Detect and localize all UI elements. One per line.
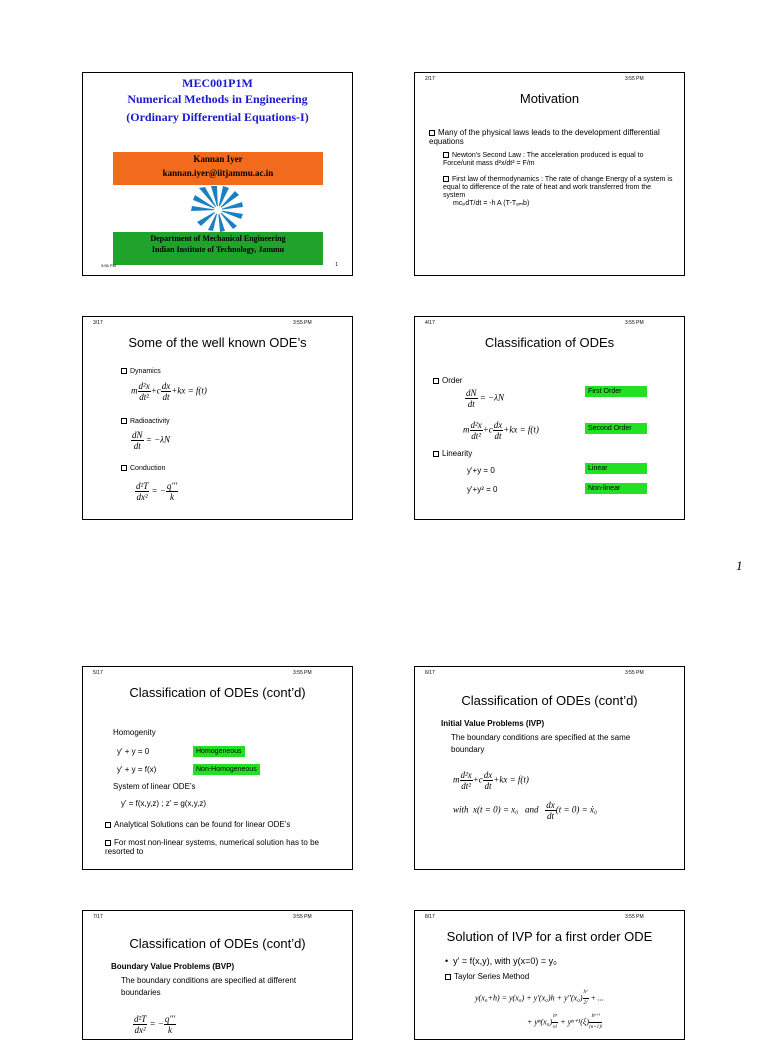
system-heading: System of linear ODE’s bbox=[113, 782, 196, 791]
system-equation: y' = f(x,y,z) ; z' = g(x,y,z) bbox=[121, 799, 206, 808]
newton-subbullet: Newton's Second Law : The acceleration produced is equal to Force/unit mass d²x/dt² = F/m bbox=[443, 152, 644, 167]
author-name: Kannan Iyer bbox=[193, 154, 243, 164]
ivp-heading: Initial Value Problems (IVP) bbox=[441, 719, 545, 728]
label-nonlinear: Non-linear bbox=[585, 483, 647, 494]
slide-pager: 8/17 bbox=[425, 914, 435, 920]
equation-radioactivity: $\frac{dN}{dt}$ = −λN bbox=[132, 430, 171, 451]
equation-homogeneous: y' + y = 0 bbox=[117, 747, 150, 756]
course-subtitle: (Ordinary Differential Equations-I) bbox=[126, 110, 309, 124]
label-linear: Linear bbox=[585, 463, 647, 474]
label-nonhomogeneous: Non-Homogeneous bbox=[193, 764, 260, 775]
institute: Indian Institute of Technology, Jammu bbox=[151, 245, 285, 254]
slide-pager: 2/17 bbox=[425, 76, 435, 82]
bvp-heading: Boundary Value Problems (BVP) bbox=[111, 962, 235, 971]
slide-time: 3:55 PM bbox=[293, 914, 312, 920]
bvp-description: The boundary conditions are specified at different boundaries bbox=[121, 976, 297, 997]
bullet-numerical: For most non-linear systems, numerical solution has to be resorted to bbox=[105, 838, 319, 856]
checkbox-bullet-icon bbox=[443, 152, 449, 158]
checkbox-bullet-icon bbox=[445, 974, 451, 980]
thermo-subbullet: First law of thermodynamics : The rate of change Energy of a system is equal to difference of the rate of heat and work transferred from the system mcₚdT/dt = -h A (T-Tₐₘb) bbox=[443, 176, 673, 207]
equation-nonhomogeneous: y' + y = f(x) bbox=[117, 765, 157, 774]
slide-4 bbox=[414, 316, 685, 520]
bullet-ode: • y' = f(x,y), with y(x=0) = y₀ bbox=[445, 956, 557, 966]
slide-time: 3:55 PM bbox=[625, 670, 644, 676]
equation-linear: y'+y = 0 bbox=[467, 466, 495, 475]
slide-title: Classification of ODEs bbox=[484, 335, 615, 350]
slide-pager: 7/17 bbox=[93, 914, 103, 920]
slide-time: 3:55 PM bbox=[625, 320, 644, 326]
equation-dynamics: m $\frac{\text{d²x}}{\text{dt²}}$ +c $\frac{dx}{dt}$ +kx = f(t) bbox=[131, 381, 207, 402]
ivp-equation: m $\frac{\text{d²x}}{\text{dt²}}$ +c $\frac{dx}{dt}$ +kx = f(t) bbox=[453, 770, 529, 791]
slide-time: 3:55 PM bbox=[625, 914, 644, 920]
linearity-heading: Linearity bbox=[433, 449, 472, 458]
slide-time: 3:55 PM bbox=[293, 320, 312, 326]
slide-time: 3:55 PM bbox=[101, 263, 116, 268]
institute-logo-icon bbox=[191, 186, 245, 232]
slide-pager: 4/17 bbox=[425, 320, 435, 326]
motivation-bullet: Many of the physical laws leads to the development differential equations bbox=[429, 128, 660, 146]
homogenity-heading: Homogenity bbox=[113, 728, 156, 737]
taylor-expansion-line1: y(x₀+h) = y(x₀) + y′(x₀)h + y″(x₀) $\frac{\text{h²}}{2!}$ + ... bbox=[475, 990, 604, 1006]
slide-title: Motivation bbox=[519, 91, 580, 106]
checkbox-bullet-icon bbox=[105, 822, 111, 828]
equation-second-order: m $\frac{\text{d²x}}{\text{dt²}}$ +c $\frac{dx}{dt}$ +kx = f(t) bbox=[463, 420, 539, 441]
page-number: 1 bbox=[736, 558, 743, 573]
checkbox-bullet-icon bbox=[121, 465, 127, 471]
ivp-description: The boundary conditions are specified at the same boundary bbox=[451, 733, 631, 754]
bullet-taylor: Taylor Series Method bbox=[445, 972, 529, 981]
slide-title: Some of the well known ODE’s bbox=[128, 335, 307, 350]
checkbox-bullet-icon bbox=[121, 368, 127, 374]
slide-1 bbox=[82, 72, 353, 276]
checkbox-bullet-icon bbox=[121, 418, 127, 424]
course-name: Numerical Methods in Engineering bbox=[127, 92, 308, 106]
slide-time: 3:55 PM bbox=[293, 670, 312, 676]
label-second-order: Second Order bbox=[585, 423, 647, 434]
item-dynamics: Dynamics bbox=[121, 368, 161, 375]
slide-7 bbox=[82, 910, 353, 1040]
equation-nonlinear: y'+y² = 0 bbox=[467, 485, 498, 494]
slide-title: Classification of ODEs (cont’d) bbox=[129, 685, 306, 700]
bvp-equation: $\frac{\text{d²T}}{\text{dx²}}$ = − $\frac{q'''}{k}$ bbox=[134, 1014, 176, 1035]
checkbox-bullet-icon bbox=[443, 176, 449, 182]
slide-2 bbox=[414, 72, 685, 276]
slide-title: Solution of IVP for a first order ODE bbox=[446, 929, 653, 944]
slide-title: Classification of ODEs (cont’d) bbox=[129, 936, 306, 951]
item-conduction: Conduction bbox=[121, 465, 165, 472]
slide-8 bbox=[414, 910, 685, 1040]
slide-number: 1 bbox=[335, 262, 338, 268]
course-code: MEC001P1M bbox=[182, 76, 253, 90]
slide-time: 3:55 PM bbox=[625, 76, 644, 82]
equation-conduction: $\frac{\text{d²T}}{\text{dx²}}$ = − $\frac{q'''}{k}$ bbox=[136, 481, 178, 502]
taylor-expansion-line2: + yⁿ(x₀) $\frac{\text{hⁿ}}{n!}$ + yⁿ⁺¹(ξ) $\frac{\text{hⁿ⁺¹}}{(n+1)!}$ bbox=[527, 1014, 603, 1030]
author-email: kannan.iyer@iitjammu.ac.in bbox=[162, 168, 274, 178]
checkbox-bullet-icon bbox=[105, 840, 111, 846]
checkbox-bullet-icon bbox=[433, 378, 439, 384]
slide-pager: 6/17 bbox=[425, 670, 435, 676]
slide-3 bbox=[82, 316, 353, 520]
item-radioactivity: Radioactivity bbox=[121, 418, 170, 425]
slide-6 bbox=[414, 666, 685, 870]
bullet-analytical: Analytical Solutions can be found for linear ODE’s bbox=[105, 820, 353, 829]
slide-title: Classification of ODEs (cont’d) bbox=[461, 693, 638, 708]
order-heading: Order bbox=[433, 376, 462, 385]
slide-pager: 5/17 bbox=[93, 670, 103, 676]
checkbox-bullet-icon bbox=[433, 451, 439, 457]
equation-first-order: $\frac{dN}{dt}$ = −λN bbox=[466, 388, 505, 409]
department: Department of Mechanical Engineering bbox=[150, 234, 286, 243]
slide-pager: 3/17 bbox=[93, 320, 103, 326]
ivp-conditions: with x(t = 0) = x₀ and $\frac{dx}{dt}$ (t = 0) = ẋ₀ bbox=[453, 800, 598, 821]
label-first-order: First Order bbox=[585, 386, 647, 397]
checkbox-bullet-icon bbox=[429, 130, 435, 136]
label-homogeneous: Homogeneous bbox=[193, 746, 245, 757]
slide-5 bbox=[82, 666, 353, 870]
